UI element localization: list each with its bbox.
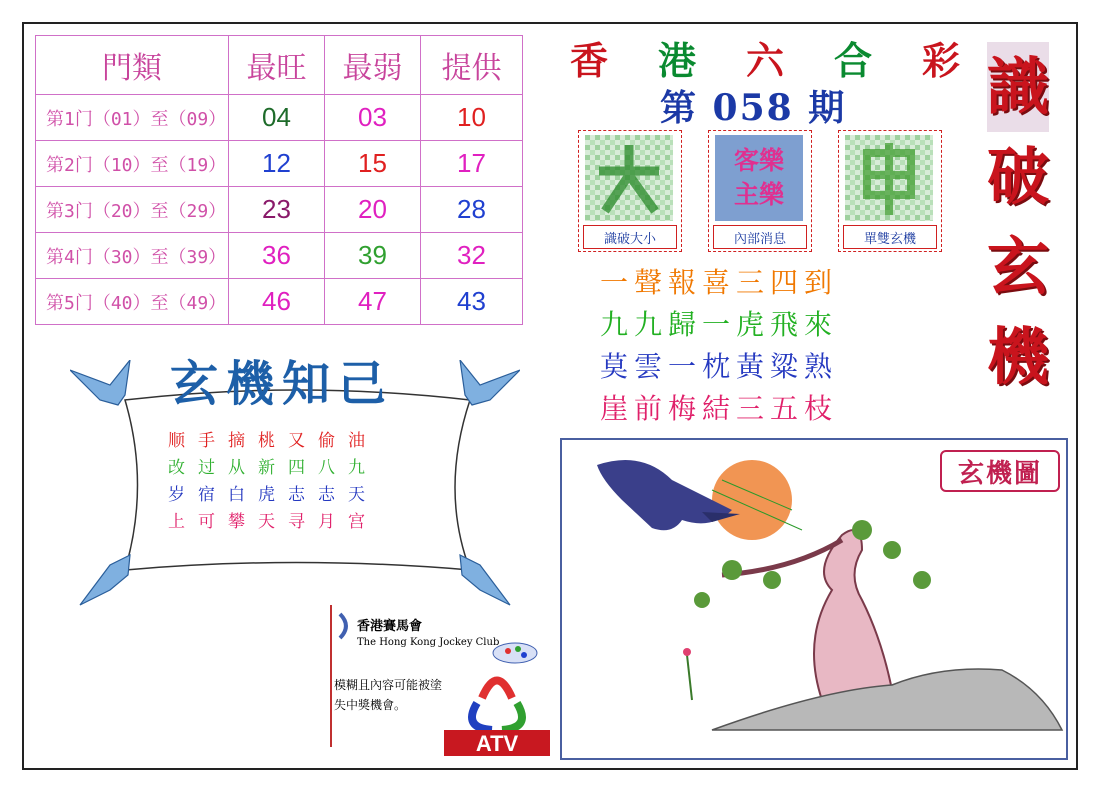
clue-boxes	[578, 130, 942, 252]
title-char: 彩	[921, 38, 960, 83]
clue-box-size	[578, 130, 682, 252]
category-cell: 第1门（01）至（09）	[36, 95, 229, 141]
note-line: 模糊且內容可能被塗	[334, 678, 443, 692]
verse-line: 改过从新四八九	[168, 458, 378, 478]
category-cell: 第3门（20）至（29）	[36, 187, 229, 233]
offer-cell: 43	[421, 279, 523, 325]
zhiji-verse	[168, 428, 378, 536]
min-cell: 47	[325, 279, 421, 325]
poem-line: 莫雲一枕黃粱熟	[600, 350, 839, 383]
max-cell: 12	[229, 141, 325, 187]
verse-line: 顺手摘桃又偷油	[168, 431, 378, 451]
note-text	[334, 675, 442, 715]
category-cell: 第2门（10）至（19）	[36, 141, 229, 187]
min-cell: 39	[325, 233, 421, 279]
divider-line	[330, 605, 332, 747]
number-table	[35, 35, 523, 325]
column-header: 最弱	[325, 36, 421, 95]
jockey-club-name: 香港賽馬會	[357, 619, 423, 634]
mosaic-image	[585, 135, 673, 221]
offer-cell: 17	[421, 141, 523, 187]
jockey-club-english: The Hong Kong Jockey Club	[357, 637, 500, 648]
mosaic-image	[845, 135, 933, 221]
poem	[600, 262, 910, 430]
max-cell: 04	[229, 95, 325, 141]
category-cell: 第5门（40）至（49）	[36, 279, 229, 325]
table-row	[36, 233, 523, 279]
atv-label: ATV	[475, 731, 519, 756]
clue-label: 識破大小	[583, 225, 677, 249]
column-header: 最旺	[229, 36, 325, 95]
mosaic-image	[715, 135, 803, 221]
picture-label: 玄機圖	[940, 450, 1060, 492]
note-line: 失中獎機會。	[334, 698, 407, 712]
zhiji-title: 玄機知己	[170, 356, 395, 412]
offer-cell: 28	[421, 187, 523, 233]
lottery-title	[570, 30, 960, 85]
mosaic-text: 客樂主樂	[733, 146, 784, 209]
column-header: 提供	[421, 36, 523, 95]
table-row	[36, 141, 523, 187]
min-cell: 15	[325, 141, 421, 187]
vertical-title	[978, 42, 1058, 402]
offer-cell: 10	[421, 95, 523, 141]
title-char: 合	[833, 38, 872, 83]
verse-line: 岁宿白虎志志天	[168, 485, 378, 505]
poem-line: 一聲報喜三四到	[600, 266, 839, 299]
poem-line: 崖前梅結三五枝	[600, 392, 839, 425]
vertical-title-char: 識	[987, 42, 1049, 132]
column-header: 門類	[36, 36, 229, 95]
issue-number: 第 058 期	[660, 87, 847, 129]
table-row	[36, 95, 523, 141]
max-cell: 36	[229, 233, 325, 279]
clue-label: 內部消息	[713, 225, 807, 249]
max-cell: 23	[229, 187, 325, 233]
clue-box-odd-even	[838, 130, 942, 252]
title-char: 六	[745, 38, 784, 83]
poem-line: 九九歸一虎飛來	[600, 308, 839, 341]
min-cell: 03	[325, 95, 421, 141]
title-char: 港	[657, 38, 696, 83]
atv-logo	[442, 668, 552, 758]
table-row	[36, 187, 523, 233]
vertical-title-char: 機	[986, 320, 1049, 393]
title-char: 香	[570, 38, 609, 83]
min-cell: 20	[325, 187, 421, 233]
offer-cell: 32	[421, 233, 523, 279]
category-cell: 第4门（30）至（39）	[36, 233, 229, 279]
table-row	[36, 279, 523, 325]
clue-label: 單雙玄機	[843, 225, 937, 249]
max-cell: 46	[229, 279, 325, 325]
clue-box-inside	[708, 130, 812, 252]
verse-line: 上可攀天寻月宫	[168, 512, 378, 532]
table-header-row	[36, 36, 523, 95]
jockey-club-logo-icon	[336, 612, 354, 640]
vertical-title-char: 玄	[986, 230, 1049, 303]
mark-six-logo-icon	[490, 640, 540, 666]
vertical-title-char: 破	[986, 140, 1049, 213]
